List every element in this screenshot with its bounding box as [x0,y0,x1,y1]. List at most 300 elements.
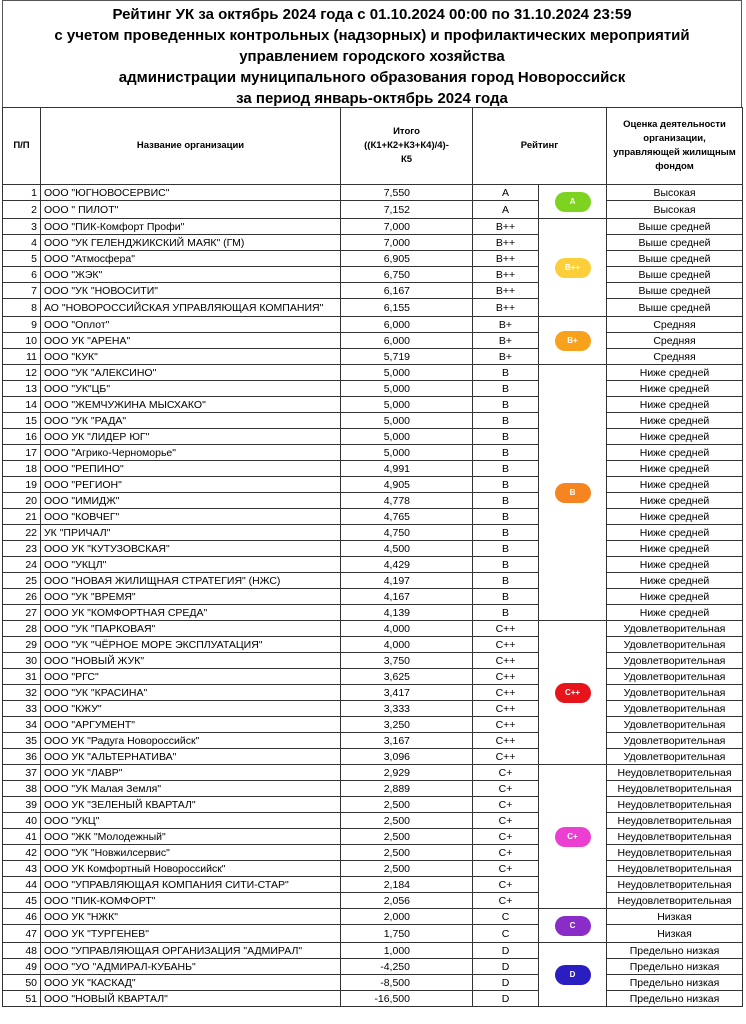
evaluation: Неудовлетворительная [607,861,743,877]
table-row [3,669,743,685]
rating-letter: B [473,365,539,381]
evaluation: Ниже средней [607,461,743,477]
rating-letter: B [473,445,539,461]
row-number: 45 [3,893,41,909]
total-score: 4,429 [341,557,473,573]
organization-name: ООО УК "НЖК" [41,909,341,925]
rating-badge: C [555,916,591,936]
title-line: за период январь-октябрь 2024 года [236,90,508,107]
row-number: 37 [3,765,41,781]
evaluation: Ниже средней [607,365,743,381]
table-row [3,235,743,251]
table-row [3,765,743,781]
rating-letter: B++ [473,235,539,251]
evaluation: Неудовлетворительная [607,845,743,861]
total-score: 3,250 [341,717,473,733]
evaluation: Ниже средней [607,525,743,541]
row-number: 11 [3,349,41,365]
table-row [3,975,743,991]
table-row [3,925,743,943]
table-row [3,589,743,605]
table-row [3,509,743,525]
evaluation: Неудовлетворительная [607,797,743,813]
evaluation: Удовлетворительная [607,653,743,669]
organization-name: ООО УК "ЛИДЕР ЮГ" [41,429,341,445]
row-number: 18 [3,461,41,477]
evaluation: Ниже средней [607,413,743,429]
row-number: 15 [3,413,41,429]
table-row [3,267,743,283]
organization-name: ООО "УК "КРАСИНА" [41,685,341,701]
title-line: администрации муниципального образования город Новороссийск [118,69,626,86]
evaluation: Ниже средней [607,541,743,557]
row-number: 19 [3,477,41,493]
evaluation: Удовлетворительная [607,701,743,717]
table-row [3,829,743,845]
table-row [3,845,743,861]
rating-letter: B [473,573,539,589]
rating-letter: C+ [473,813,539,829]
organization-name: ООО "НОВАЯ ЖИЛИЩНАЯ СТРАТЕГИЯ" (НЖС) [41,573,341,589]
rating-letter: B++ [473,251,539,267]
evaluation: Средняя [607,349,743,365]
rating-letter: C+ [473,861,539,877]
total-score: 3,750 [341,653,473,669]
total-score: 4,778 [341,493,473,509]
total-score: 2,184 [341,877,473,893]
rating-letter: C+ [473,765,539,781]
total-score: 6,750 [341,267,473,283]
total-score: 5,000 [341,365,473,381]
title-line: с учетом проведенных контрольных (надзорных) и профилактических мероприятий [54,27,690,44]
row-number: 49 [3,959,41,975]
row-number: 47 [3,925,41,943]
evaluation: Средняя [607,333,743,349]
table-row [3,959,743,975]
rating-badge: D [555,965,591,985]
rating-badge: B++ [555,258,591,278]
evaluation: Ниже средней [607,445,743,461]
evaluation: Неудовлетворительная [607,893,743,909]
evaluation: Неудовлетворительная [607,829,743,845]
rating-letter: C++ [473,637,539,653]
table-row [3,251,743,267]
total-score: 4,500 [341,541,473,557]
rating-letter: C+ [473,845,539,861]
total-score: 1,000 [341,943,473,959]
organization-name: ООО УК "ЛАВР" [41,765,341,781]
table-row [3,557,743,573]
row-number: 17 [3,445,41,461]
row-number: 46 [3,909,41,925]
table-row [3,349,743,365]
row-number: 43 [3,861,41,877]
row-number: 50 [3,975,41,991]
total-score: 6,000 [341,317,473,333]
total-score: 5,000 [341,397,473,413]
title-line: управлением городского хозяйства [239,48,505,65]
table-row [3,299,743,317]
row-number: 29 [3,637,41,653]
rating-badge-cell [539,943,607,1007]
row-number: 34 [3,717,41,733]
organization-name: ООО "АРГУМЕНТ" [41,717,341,733]
organization-name: ООО УК "Радуга Новороссийск" [41,733,341,749]
organization-name: АО "НОВОРОССИЙСКАЯ УПРАВЛЯЮЩАЯ КОМПАНИЯ" [41,299,341,317]
rating-letter: C++ [473,685,539,701]
row-number: 21 [3,509,41,525]
table-row [3,943,743,959]
total-score: 2,056 [341,893,473,909]
table-row [3,781,743,797]
total-score: 3,333 [341,701,473,717]
table-row [3,283,743,299]
organization-name: ООО "ПИК-Комфорт Профи" [41,219,341,235]
rating-letter: C++ [473,717,539,733]
rating-letter: C [473,909,539,925]
rating-letter: C+ [473,797,539,813]
total-score: 3,167 [341,733,473,749]
evaluation: Удовлетворительная [607,733,743,749]
document-title [2,0,742,107]
row-number: 16 [3,429,41,445]
row-number: 4 [3,235,41,251]
rating-letter: B++ [473,299,539,317]
total-score: 4,765 [341,509,473,525]
table-row [3,333,743,349]
organization-name: ООО "ЖК "Молодежный" [41,829,341,845]
table-row [3,621,743,637]
total-score: 6,000 [341,333,473,349]
rating-letter: B+ [473,349,539,365]
row-number: 26 [3,589,41,605]
table-row [3,877,743,893]
table-row [3,909,743,925]
row-number: 40 [3,813,41,829]
rating-letter: D [473,991,539,1007]
total-score: 6,905 [341,251,473,267]
organization-name: ООО УК "АЛЬТЕРНАТИВА" [41,749,341,765]
total-score: 3,417 [341,685,473,701]
evaluation: Выше средней [607,251,743,267]
row-number: 24 [3,557,41,573]
total-score: 2,500 [341,829,473,845]
table-row [3,477,743,493]
organization-name: ООО "УПРАВЛЯЮЩАЯ ОРГАНИЗАЦИЯ "АДМИРАЛ" [41,943,341,959]
table-row [3,605,743,621]
organization-name: ООО УК "КУТУЗОВСКАЯ" [41,541,341,557]
evaluation: Ниже средней [607,605,743,621]
evaluation: Выше средней [607,219,743,235]
rating-letter: C+ [473,893,539,909]
table-row [3,201,743,219]
rating-letter: B [473,397,539,413]
total-score: 5,000 [341,413,473,429]
row-number: 25 [3,573,41,589]
organization-name: ООО "УК"ЦБ" [41,381,341,397]
total-score: 7,000 [341,219,473,235]
rating-letter: B [473,461,539,477]
table-row [3,717,743,733]
organization-name: ООО "УКЦ" [41,813,341,829]
table-row [3,991,743,1007]
table-row [3,861,743,877]
total-score: 2,000 [341,909,473,925]
total-score: 5,000 [341,445,473,461]
rating-badge-cell [539,317,607,365]
row-number: 13 [3,381,41,397]
row-number: 48 [3,943,41,959]
table-row [3,573,743,589]
organization-name: ООО "УК "ВРЕМЯ" [41,589,341,605]
evaluation: Удовлетворительная [607,621,743,637]
row-number: 12 [3,365,41,381]
rating-badge-cell [539,909,607,943]
evaluation: Ниже средней [607,477,743,493]
table-row [3,749,743,765]
rating-letter: B [473,525,539,541]
rating-letter: B [473,557,539,573]
rating-letter: B [473,381,539,397]
total-score: -4,250 [341,959,473,975]
evaluation: Высокая [607,185,743,201]
rating-badge: C+ [555,827,591,847]
table-row [3,893,743,909]
row-number: 51 [3,991,41,1007]
organization-name: ООО "ЮГНОВОСЕРВИС" [41,185,341,201]
table-row [3,685,743,701]
table-row [3,413,743,429]
rating-letter: C++ [473,733,539,749]
rating-letter: D [473,975,539,991]
rating-letter: C++ [473,669,539,685]
header-total: Итого ((К1+К2+К3+К4)/4)-К5 [341,108,473,185]
organization-name: УК "ПРИЧАЛ" [41,525,341,541]
evaluation: Неудовлетворительная [607,813,743,829]
table-body [3,185,743,1007]
rating-badge-cell [539,765,607,909]
organization-name: ООО "РЕПИНО" [41,461,341,477]
table-row [3,381,743,397]
organization-name: ООО "УК "Новжилсервис" [41,845,341,861]
rating-table [2,107,743,1007]
title-line: Рейтинг УК за октябрь 2024 года с 01.10.2024 00:00 по 31.10.2024 23:59 [112,6,632,23]
row-number: 44 [3,877,41,893]
total-score: 6,167 [341,283,473,299]
rating-letter: C++ [473,701,539,717]
total-score: 7,550 [341,185,473,201]
total-score: 2,500 [341,845,473,861]
rating-letter: B [473,509,539,525]
organization-name: ООО УК "ТУРГЕНЕВ" [41,925,341,943]
table-row [3,397,743,413]
total-score: 7,000 [341,235,473,251]
organization-name: ООО "УК Малая Земля" [41,781,341,797]
organization-name: ООО "УК ГЕЛЕНДЖИКСКИЙ МАЯК" (ГМ) [41,235,341,251]
rating-badge: B [555,483,591,503]
header-num: П/П [3,108,41,185]
row-number: 23 [3,541,41,557]
organization-name: ООО УК "АРЕНА" [41,333,341,349]
rating-letter: B++ [473,219,539,235]
evaluation: Выше средней [607,299,743,317]
table-row [3,365,743,381]
row-number: 33 [3,701,41,717]
evaluation: Средняя [607,317,743,333]
evaluation: Предельно низкая [607,975,743,991]
total-score: 2,500 [341,813,473,829]
organization-name: ООО "ПИК-КОМФОРТ" [41,893,341,909]
organization-name: ООО "РГС" [41,669,341,685]
table-row [3,185,743,201]
evaluation: Низкая [607,925,743,943]
organization-name: ООО "КОВЧЕГ" [41,509,341,525]
total-score: -8,500 [341,975,473,991]
rating-letter: C+ [473,781,539,797]
table-row [3,653,743,669]
organization-name: ООО УК Комфортный Новороссийск" [41,861,341,877]
rating-letter: C+ [473,877,539,893]
rating-letter: B+ [473,333,539,349]
rating-letter: B [473,477,539,493]
rating-letter: D [473,943,539,959]
organization-name: ООО "УК "ЧЁРНОЕ МОРЕ ЭКСПЛУАТАЦИЯ" [41,637,341,653]
organization-name: ООО УК "КАСКАД" [41,975,341,991]
rating-letter: B [473,589,539,605]
table-row [3,317,743,333]
table-row [3,637,743,653]
rating-badge: B+ [555,331,591,351]
evaluation: Неудовлетворительная [607,765,743,781]
organization-name: ООО "ЖЕМЧУЖИНА МЫСХАКО" [41,397,341,413]
table-row [3,493,743,509]
evaluation: Удовлетворительная [607,669,743,685]
row-number: 28 [3,621,41,637]
total-score: 2,929 [341,765,473,781]
total-score: 3,096 [341,749,473,765]
evaluation: Ниже средней [607,589,743,605]
total-score: 2,500 [341,861,473,877]
total-score: 2,889 [341,781,473,797]
rating-letter: B++ [473,283,539,299]
evaluation: Ниже средней [607,397,743,413]
evaluation: Удовлетворительная [607,717,743,733]
organization-name: ООО "НОВЫЙ ЖУК" [41,653,341,669]
organization-name: ООО УК "ЗЕЛЕНЫЙ КВАРТАЛ" [41,797,341,813]
rating-letter: C++ [473,621,539,637]
table-row [3,733,743,749]
evaluation: Неудовлетворительная [607,877,743,893]
row-number: 38 [3,781,41,797]
evaluation: Выше средней [607,267,743,283]
row-number: 39 [3,797,41,813]
rating-letter: B++ [473,267,539,283]
rating-letter: A [473,201,539,219]
organization-name: ООО "УК "ПАРКОВАЯ" [41,621,341,637]
evaluation: Неудовлетворительная [607,781,743,797]
evaluation: Ниже средней [607,573,743,589]
total-score: 5,719 [341,349,473,365]
organization-name: ООО "УО "АДМИРАЛ-КУБАНЬ" [41,959,341,975]
table-row [3,429,743,445]
organization-name: ООО "УК "НОВОСИТИ" [41,283,341,299]
table-row [3,219,743,235]
total-score: 4,991 [341,461,473,477]
row-number: 27 [3,605,41,621]
rating-letter: C++ [473,653,539,669]
table-row [3,797,743,813]
organization-name: ООО "КУК" [41,349,341,365]
organization-name: ООО "Атмосфера" [41,251,341,267]
evaluation: Выше средней [607,235,743,251]
evaluation: Низкая [607,909,743,925]
header-evaluation: Оценка деятельности организации, управляющей жилищным фондом [607,108,743,185]
rating-letter: A [473,185,539,201]
total-score: 4,197 [341,573,473,589]
table-header [3,108,743,185]
evaluation: Ниже средней [607,509,743,525]
total-score: 4,750 [341,525,473,541]
header-rating: Рейтинг [473,108,607,185]
total-score: 2,500 [341,797,473,813]
organization-name: ООО "Агрико-Черноморье" [41,445,341,461]
rating-letter: B [473,413,539,429]
rating-letter: C++ [473,749,539,765]
evaluation: Ниже средней [607,557,743,573]
organization-name: ООО УК "КОМФОРТНАЯ СРЕДА" [41,605,341,621]
evaluation: Предельно низкая [607,943,743,959]
rating-letter: B [473,541,539,557]
total-score: 5,000 [341,381,473,397]
table-row [3,813,743,829]
total-score: 4,167 [341,589,473,605]
row-number: 35 [3,733,41,749]
total-score: 4,139 [341,605,473,621]
row-number: 10 [3,333,41,349]
rating-badge-cell [539,365,607,621]
organization-name: ООО "РЕГИОН" [41,477,341,493]
row-number: 22 [3,525,41,541]
evaluation: Ниже средней [607,381,743,397]
total-score: 5,000 [341,429,473,445]
organization-name: ООО "НОВЫЙ КВАРТАЛ" [41,991,341,1007]
table-row [3,445,743,461]
row-number: 3 [3,219,41,235]
row-number: 14 [3,397,41,413]
row-number: 36 [3,749,41,765]
rating-letter: B+ [473,317,539,333]
rating-badge-cell [539,219,607,317]
total-score: 3,625 [341,669,473,685]
row-number: 30 [3,653,41,669]
rating-letter: C [473,925,539,943]
table-row [3,461,743,477]
organization-name: ООО "УК "РАДА" [41,413,341,429]
evaluation: Ниже средней [607,493,743,509]
row-number: 1 [3,185,41,201]
table-row [3,701,743,717]
rating-badge-cell [539,185,607,219]
evaluation: Удовлетворительная [607,685,743,701]
rating-letter: B [473,605,539,621]
evaluation: Предельно низкая [607,959,743,975]
organization-name: ООО "УК "АЛЕКСИНО" [41,365,341,381]
table-row [3,541,743,557]
rating-letter: D [473,959,539,975]
evaluation: Ниже средней [607,429,743,445]
row-number: 41 [3,829,41,845]
rating-badge: A [555,192,591,212]
